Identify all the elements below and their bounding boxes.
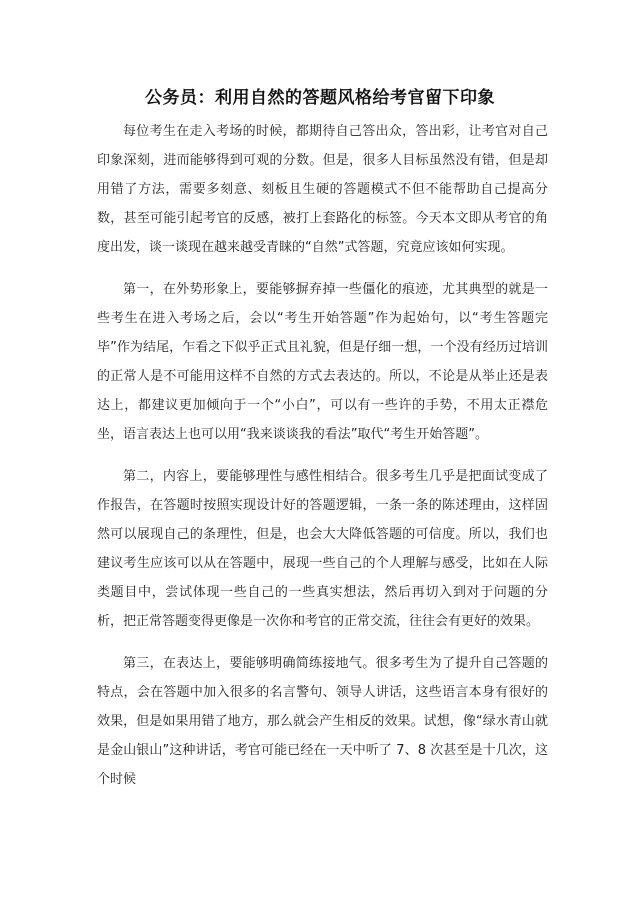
paragraph-first-point: 第一，在外势形象上，要能够摒弃掉一些僵化的痕迹，尤其典型的就是一些考生在进入考场之后，会以“考生开始答题”作为起始句，以“考生答题完毕”作为结尾，乍看之下似乎正式且礼貌，但是仔细一想，一个没有经历过培训的正常人是不可能用这样不自然的方式去表达的。所以，不论是从举止还是表达上，都建议更加倾向于一个“小白”，可以有一些许的手势，不用太正襟危坐，语言表达上也可以用“我来谈谈我的看法”取代“考生开始答题”。	[97, 282, 548, 442]
paragraph-intro: 每位考生在走入考场的时候，都期待自己答出众，答出彩，让考官对自己印象深刻，进而能够得到可观的分数。但是，很多人目标虽然没有错，但是却用错了方法，需要多刻意、刻板且生硬的答题模式不但不能帮助自己提高分数，甚至可能引起考官的反感，被打上套路化的标签。今天本文即从考官的角度出发，谈一谈现在越来越受青睐的“自然”式答题，究竟应该如何实现。	[97, 124, 548, 255]
document-body	[97, 117, 548, 807]
paragraph-third-point: 第三，在表达上，要能够明确简练接地气。很多考生为了提升自己答题的特点，会在答题中加入很多的名言警句、领导人讲话，这些语言本身有很好的效果，但是如果用错了地方，那么就会产生相反的效果。试想，像“绿水青山就是金山银山”这种讲话，考官可能已经在一天中听了 7、8 次甚至是十几次，这个时候	[97, 656, 548, 787]
document-title: 公务员：利用自然的答题风格给考官留下印象	[145, 88, 495, 108]
paragraph-second-point: 第二，内容上，要能够理性与感性相结合。很多考生几乎是把面试变成了作报告，在答题时按照实现设计好的答题逻辑，一条一条的陈述理由，这样固然可以展现自己的条理性，但是，也会大大降低答题的可信度。所以，我们也建议考生应该可以从在答题中，展现一些自己的个人理解与感受，比如在人际类题目中，尝试体现一些自己的一些真实想法，然后再切入到对于问题的分析，把正常答题变得更像是一次你和考官的正常交流，往往会有更好的效果。	[97, 469, 548, 629]
